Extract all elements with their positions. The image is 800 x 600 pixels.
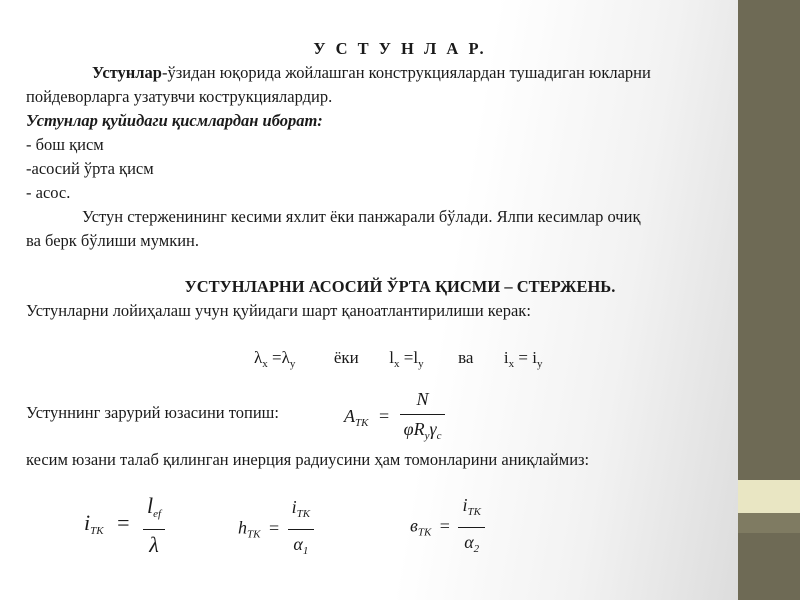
alpha-symbol: α: [464, 531, 474, 552]
phi-symbol: φ: [403, 418, 414, 439]
subscript-tk: TK: [247, 528, 261, 541]
equals-sign: =: [272, 348, 282, 367]
area-denominator: [400, 415, 446, 449]
r-symbol: R: [413, 418, 425, 439]
subscript-tk: TK: [467, 506, 481, 518]
subscript-y: y: [536, 358, 543, 370]
subscript-y: y: [289, 358, 296, 370]
intro-term: Устунлар: [92, 63, 162, 82]
alpha-symbol: α: [293, 533, 303, 554]
i-symbol: i: [462, 495, 468, 515]
l-symbol: l: [389, 348, 394, 367]
area-text: Устуннинг зарурий юзасини топиш:: [26, 403, 279, 422]
equals-sign: =: [268, 517, 280, 538]
subscript-tk: TK: [90, 525, 104, 538]
height-numerator: [288, 496, 314, 529]
area-fraction: [400, 388, 446, 448]
lambda-symbol: λ: [149, 531, 159, 557]
required-area-formula: [344, 388, 445, 448]
l-symbol: l: [413, 348, 419, 367]
subscript-y: y: [418, 358, 424, 370]
subscript-x: x: [262, 358, 268, 370]
radius-text: кесим юзани талаб қилинган инерция радиусини ҳам томонларини аниқлаймиз:: [26, 450, 590, 469]
intro-line-2: пойдеворларга узатувчи кострукциялардир.: [26, 87, 333, 106]
equals-sign: =: [378, 406, 390, 427]
i-symbol: i: [532, 348, 537, 367]
slide-content: [26, 0, 774, 600]
area-symbol: A: [344, 406, 355, 427]
width-fraction: [458, 494, 484, 561]
subscript-2: 2: [473, 542, 480, 555]
gamma-symbol: γ: [429, 418, 437, 439]
subscript-tk: TK: [355, 417, 369, 430]
section-paragraph-line-2: ва берк бўлиши мумкин.: [26, 231, 200, 250]
parts-heading: Устунлар қуйидаги қисмлардан иборат:: [26, 111, 323, 130]
h-symbol: h: [238, 517, 247, 538]
radius-fraction: [143, 494, 165, 556]
width-formula: [410, 494, 485, 561]
subscript-x: x: [393, 358, 400, 370]
height-denominator: [289, 530, 312, 564]
force-symbol: N: [416, 389, 429, 409]
v-symbol: в: [410, 515, 418, 536]
intro-definition-1: -ўзидан юқорида жойлашган конструкциялардан тушадиган юкларни: [161, 63, 651, 82]
lambda-symbol: λ: [281, 348, 290, 367]
condition-text: Устунларни лойиҳалаш учун қуйидаги шарт қаноатлантирилиши керак:: [26, 301, 531, 320]
subscript-tk: TK: [417, 526, 432, 539]
i-symbol: i: [503, 348, 509, 367]
list-item: -асосий ўрта қисм: [26, 159, 154, 178]
width-denominator: [460, 528, 483, 562]
subscript-c: c: [436, 429, 442, 442]
width-numerator: [458, 494, 484, 527]
list-item: - бош қисм: [26, 135, 104, 154]
height-fraction: [288, 496, 314, 563]
lambda-symbol: λ: [254, 348, 263, 367]
subscript-ef: ef: [153, 508, 162, 520]
subscript-x: x: [508, 358, 515, 370]
equals-sign: =: [518, 348, 528, 367]
section-paragraph-line-1: Устун стерженининг кесими яхлит ёки панжарали бўлади. Ялпи кесимлар очиқ: [82, 207, 641, 226]
slenderness-condition-formula: [254, 346, 542, 377]
height-formula: [238, 496, 314, 563]
subscript-1: 1: [302, 544, 309, 557]
and-text: ва: [458, 348, 474, 367]
equals-sign: =: [117, 510, 130, 536]
l-symbol: l: [147, 493, 154, 518]
i-symbol: i: [84, 510, 91, 536]
radius-numerator: [143, 494, 165, 529]
list-item: - асос.: [26, 183, 71, 202]
equals-sign: =: [403, 348, 414, 367]
slide-title: У С Т У Н Л А Р.: [313, 39, 487, 58]
section-heading: УСТУНЛАРНИ АСОСИЙ ЎРТА ҚИСМИ – СТЕРЖЕНЬ.: [184, 277, 616, 296]
subscript-tk: TK: [296, 508, 311, 520]
or-text: ёки: [333, 348, 359, 367]
i-symbol: i: [291, 497, 297, 517]
intro-line-1: [92, 61, 651, 85]
equals-sign: =: [439, 515, 450, 536]
radius-formula: [84, 494, 165, 556]
subscript-y: y: [424, 429, 430, 442]
